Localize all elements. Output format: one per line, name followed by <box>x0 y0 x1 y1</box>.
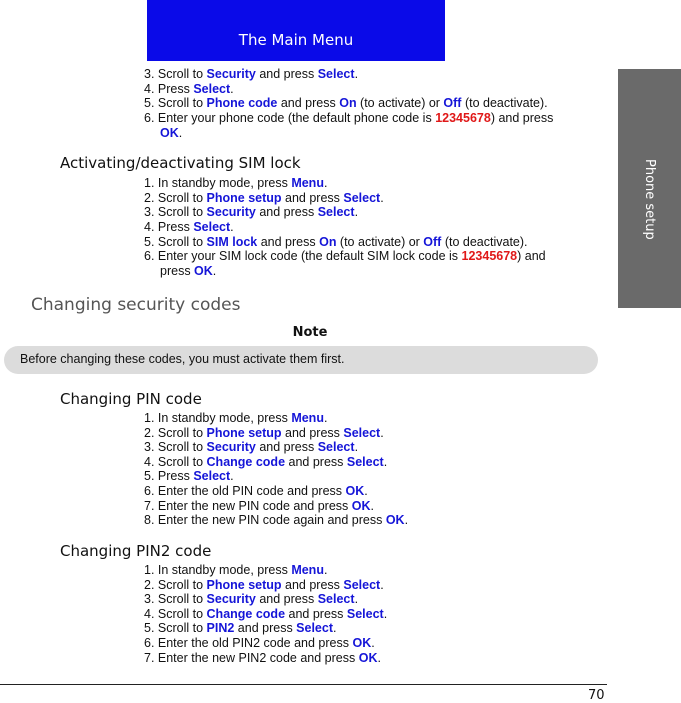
step-line <box>160 126 182 140</box>
note-text: Before changing these codes, you must activate them first. <box>20 352 345 366</box>
step-text: 6. Enter the old PIN code and press <box>144 484 346 498</box>
step-text: and press <box>257 235 320 249</box>
step-text: . <box>333 621 337 635</box>
step-text: . <box>230 220 234 234</box>
step-text: 6. Enter the old PIN2 code and press <box>144 636 353 650</box>
keyword: Phone setup <box>206 426 282 440</box>
step-text: . <box>323 563 328 577</box>
footer-rule <box>0 684 607 685</box>
step-line <box>144 484 368 498</box>
default-code: 12345678 <box>461 249 518 263</box>
step-text: . <box>404 513 409 527</box>
keyword: Security <box>206 592 256 606</box>
keyword: OK <box>352 636 372 650</box>
keyword: PIN2 <box>206 621 235 635</box>
step-line <box>144 111 553 125</box>
step-text: 1. In standby mode, press <box>144 411 292 425</box>
keyword: OK <box>345 484 365 498</box>
step-line <box>144 67 358 81</box>
step-text: 5. Scroll to <box>144 621 207 635</box>
keyword: Select <box>317 67 355 81</box>
chapter-header <box>147 0 445 61</box>
step-text: . <box>380 578 384 592</box>
step-line <box>144 220 234 234</box>
keyword: Select <box>346 607 384 621</box>
step-text: ) and <box>517 249 546 263</box>
step-line <box>144 205 358 219</box>
step-text: . <box>364 484 368 498</box>
keyword: Off <box>423 235 442 249</box>
step-text: 7. Enter the new PIN code and press <box>144 499 352 513</box>
step-text: . <box>178 126 183 140</box>
step-line <box>144 426 384 440</box>
step-text: 2. Scroll to <box>144 191 207 205</box>
step-text: (to activate) or <box>356 96 444 110</box>
step-text: and press <box>281 578 344 592</box>
step-text: 4. Press <box>144 220 194 234</box>
keyword: Phone setup <box>206 578 282 592</box>
keyword: On <box>319 235 337 249</box>
keyword: Select <box>343 191 381 205</box>
chapter-title: The Main Menu <box>238 31 354 49</box>
keyword: Change code <box>206 455 286 469</box>
step-line <box>144 176 327 190</box>
step-text: 6. Enter your SIM lock code (the default SIM lock code is <box>144 249 462 263</box>
keyword: Select <box>296 621 334 635</box>
step-text: and press <box>255 592 318 606</box>
step-line <box>144 563 327 577</box>
keyword: Select <box>343 578 381 592</box>
step-text: and press <box>255 205 318 219</box>
keyword: Security <box>206 205 256 219</box>
keyword: OK <box>351 499 371 513</box>
keyword: Off <box>443 96 462 110</box>
step-line <box>160 264 216 278</box>
keyword: OK <box>385 513 405 527</box>
step-text: 5. Scroll to <box>144 96 207 110</box>
keyword: Phone setup <box>206 191 282 205</box>
step-text: (to activate) or <box>336 235 424 249</box>
step-text: and press <box>277 96 340 110</box>
security-codes-heading: Changing security codes <box>31 295 241 315</box>
step-line <box>144 82 234 96</box>
keyword: On <box>339 96 357 110</box>
step-text: . <box>371 636 375 650</box>
step-text: and press <box>281 426 344 440</box>
step-line <box>144 513 408 527</box>
step-text: . <box>354 592 359 606</box>
page-number: 70 <box>588 688 605 703</box>
keyword: Security <box>206 67 256 81</box>
step-line <box>144 455 387 469</box>
step-text: 2. Scroll to <box>144 578 207 592</box>
step-text: (to deactivate). <box>461 96 548 110</box>
step-line <box>144 249 546 263</box>
step-text: 1. In standby mode, press <box>144 176 292 190</box>
keyword: Phone code <box>206 96 278 110</box>
keyword: OK <box>358 651 378 665</box>
keyword: OK <box>160 126 179 140</box>
step-text: (to deactivate). <box>441 235 528 249</box>
step-text: and press <box>281 191 344 205</box>
step-line <box>144 651 381 665</box>
step-text: . <box>230 469 234 483</box>
keyword: Select <box>317 592 355 606</box>
step-text: 3. Scroll to <box>144 440 207 454</box>
pin2-heading: Changing PIN2 code <box>60 542 212 560</box>
step-text: . <box>354 440 359 454</box>
step-line <box>144 636 375 650</box>
note-label: Note <box>292 325 328 340</box>
keyword: Menu <box>291 563 324 577</box>
step-text: . <box>323 176 328 190</box>
step-line <box>144 469 234 483</box>
step-text: . <box>212 264 217 278</box>
step-text: 2. Scroll to <box>144 426 207 440</box>
default-code: 12345678 <box>435 111 491 125</box>
sim-lock-heading: Activating/deactivating SIM lock <box>60 154 301 172</box>
keyword: Select <box>346 455 384 469</box>
step-line <box>144 235 528 249</box>
step-text: . <box>354 205 359 219</box>
keyword: Menu <box>291 176 324 190</box>
step-text: 1. In standby mode, press <box>144 563 292 577</box>
step-text: . <box>380 191 384 205</box>
step-text: . <box>377 651 381 665</box>
step-text: 8. Enter the new PIN code again and press <box>144 513 386 527</box>
step-text: press <box>160 264 195 278</box>
step-text: ) and press <box>490 111 554 125</box>
step-text: 3. Scroll to <box>144 205 207 219</box>
step-text: 4. Scroll to <box>144 455 207 469</box>
step-line <box>144 592 358 606</box>
keyword: Change code <box>206 607 286 621</box>
step-text: 4. Press <box>144 82 194 96</box>
step-text: . <box>354 67 359 81</box>
step-text: . <box>370 499 374 513</box>
step-text: 4. Scroll to <box>144 607 207 621</box>
step-text: and press <box>234 621 297 635</box>
step-text: and press <box>285 607 347 621</box>
pin-heading: Changing PIN code <box>60 390 202 408</box>
side-section-tab <box>618 69 681 308</box>
step-text: 7. Enter the new PIN2 code and press <box>144 651 359 665</box>
keyword: Select <box>193 82 231 96</box>
keyword: Select <box>193 469 231 483</box>
keyword: Select <box>317 205 355 219</box>
side-tab-label: Phone setup <box>642 159 657 240</box>
step-text: . <box>230 82 234 96</box>
keyword: OK <box>194 264 213 278</box>
keyword: Menu <box>291 411 324 425</box>
keyword: Select <box>317 440 355 454</box>
step-line <box>144 621 337 635</box>
step-text: and press <box>285 455 347 469</box>
step-text: . <box>383 455 388 469</box>
step-text: 6. Enter your phone code (the default phone code is <box>144 111 436 125</box>
step-text: . <box>380 426 384 440</box>
step-text: 5. Press <box>144 469 194 483</box>
step-text: 3. Scroll to <box>144 592 207 606</box>
step-line <box>144 411 327 425</box>
step-text: and press <box>255 67 318 81</box>
step-text: . <box>383 607 388 621</box>
step-line <box>144 499 374 513</box>
keyword: Select <box>343 426 381 440</box>
step-line <box>144 440 358 454</box>
step-text: 3. Scroll to <box>144 67 207 81</box>
note-box <box>4 346 598 374</box>
keyword: SIM lock <box>206 235 258 249</box>
keyword: Security <box>206 440 256 454</box>
step-text: and press <box>255 440 318 454</box>
step-line <box>144 578 384 592</box>
step-line <box>144 96 548 110</box>
step-text: . <box>323 411 328 425</box>
step-line <box>144 191 384 205</box>
step-text: 5. Scroll to <box>144 235 207 249</box>
keyword: Select <box>193 220 231 234</box>
step-line <box>144 607 387 621</box>
